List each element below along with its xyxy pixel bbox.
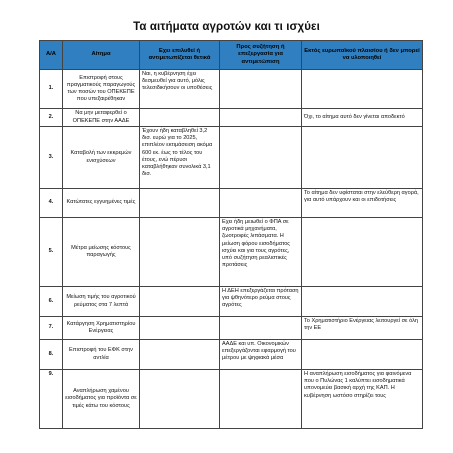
row-request: Επιστροφή του ΕΦΚ στην αντλία	[63, 340, 140, 370]
row-number: 1.	[40, 70, 63, 109]
row-outside	[302, 340, 423, 370]
row-number: 4.	[40, 189, 63, 218]
header-discussion: Προς συζήτηση ή επεξεργασία για αντιμετώπιση	[220, 41, 302, 70]
table-row	[40, 189, 423, 218]
row-discussion	[220, 189, 302, 218]
row-outside: Όχι, το αίτημα αυτό δεν γίνεται αποδεκτό	[302, 109, 423, 127]
header-number: Α/Α	[40, 41, 63, 70]
table-row	[40, 218, 423, 287]
row-request: Να μην μεταφερθεί ο ΟΠΕΚΕΠΕ στην ΑΑΔΕ	[63, 109, 140, 127]
page-title: Τα αιτήματα αγροτών και τι ισχύει	[133, 21, 320, 33]
row-number: 3.	[40, 127, 63, 189]
table-row	[40, 370, 423, 429]
table-row	[40, 287, 423, 317]
row-discussion	[220, 127, 302, 189]
row-resolved	[140, 340, 220, 370]
row-request: Καταβολή των εκκρεμών ενισχύσεων	[63, 127, 140, 189]
row-number: 2.	[40, 109, 63, 127]
row-discussion	[220, 70, 302, 109]
row-outside	[302, 287, 423, 317]
row-discussion	[220, 370, 302, 429]
row-discussion: ΑΑΔΕ και υπ. Οικονομικών επεξεργάζονται εφαρμογή του μέτρου με ψηφιακά μέσα	[220, 340, 302, 370]
row-resolved: Ναι, η κυβέρνηση έχει δεσμευθεί για αυτό, μόλις τελεσιδικήσουν οι υποθέσεις	[140, 70, 220, 109]
table-row	[40, 317, 423, 340]
header-request: Αίτημα	[63, 41, 140, 70]
table-row	[40, 70, 423, 109]
row-request: Επιστροφή στους πραγματικούς παραγωγούς των ποσών του ΟΠΕΚΕΠΕ που υπεξαιρέθηκαν	[63, 70, 140, 109]
row-resolved	[140, 287, 220, 317]
row-resolved	[140, 109, 220, 127]
row-number: 7.	[40, 317, 63, 340]
row-number: 6.	[40, 287, 63, 317]
row-outside	[302, 218, 423, 287]
row-request: Κατάργηση Χρηματιστηρίου Ενέργειας	[63, 317, 140, 340]
table-row	[40, 340, 423, 370]
table-row	[40, 127, 423, 189]
row-outside: Η αναπλήρωση εισοδήματος για φαινόμενα που ο Πυλώνας 1 καλύπτει εισοδηματικά υπονομεύει βασική αρχή της ΚΑΠ. Η κυβέρνηση ωστόσο στηρίζει τους	[302, 370, 423, 429]
header-resolved: Εχει επιλυθεί ή αντιμετωπίζεται θετικά	[140, 41, 220, 70]
row-resolved	[140, 317, 220, 340]
row-discussion: Η ΔΕΗ επεξεργάζεται πρόταση για ψθηνότερο ρεύμα στους αγρότες	[220, 287, 302, 317]
requests-table	[39, 40, 423, 429]
row-number: 9.	[40, 370, 63, 429]
row-resolved	[140, 370, 220, 429]
row-outside	[302, 127, 423, 189]
row-outside	[302, 70, 423, 109]
table-header-row	[40, 41, 423, 70]
row-outside: Το Χρηματιστήριο Ενέργειας λειτουργεί σε όλη την ΕΕ	[302, 317, 423, 340]
row-request: Μέτρα μείωσης κόστους παραγωγής	[63, 218, 140, 287]
row-discussion	[220, 317, 302, 340]
row-request: Κατώτατες εγγυημένες τιμές	[63, 189, 140, 218]
row-resolved: Έχουν ήδη καταβληθεί 3,2 δισ. ευρώ για το 2025, επιπλέον εκτιμάσειση ακόμα 600 εκ. έως το τέλος του έτους, ενώ πέρυσι καταβλήθηκαν συνολικά 3,1 δισ.	[140, 127, 220, 189]
row-number: 5.	[40, 218, 63, 287]
row-resolved	[140, 218, 220, 287]
row-discussion: Εχει ήδη μειωθεί ο ΦΠΑ σε αγροτικά μηχανήματα, ζωοτροφές λιπάσματα. Η μείωση φόρου εισοδήματος ισχύει και για τους αγρότες, υπό συζήτηση ρεαλιστικές προτάσεις	[220, 218, 302, 287]
header-outside: Εκτός ευρωπαϊκού πλαισίου ή δεν μπορεί να υλοποιηθεί	[302, 41, 423, 70]
row-outside: Το αίτημα δεν υφίσταται στην ελεύθερη αγορά, για αυτό υπάρχουν και οι επιδοτήσεις	[302, 189, 423, 218]
row-resolved	[140, 189, 220, 218]
row-request: Αναπλήρωση χαμένου εισοδήματος για προϊόντα σε τιμές κάτω του κόστους	[63, 370, 140, 429]
row-request: Μείωση τιμής του αγροτικού ρεύματος στα 7 λεπτά	[63, 287, 140, 317]
row-discussion	[220, 109, 302, 127]
row-number: 8.	[40, 340, 63, 370]
table-row	[40, 109, 423, 127]
